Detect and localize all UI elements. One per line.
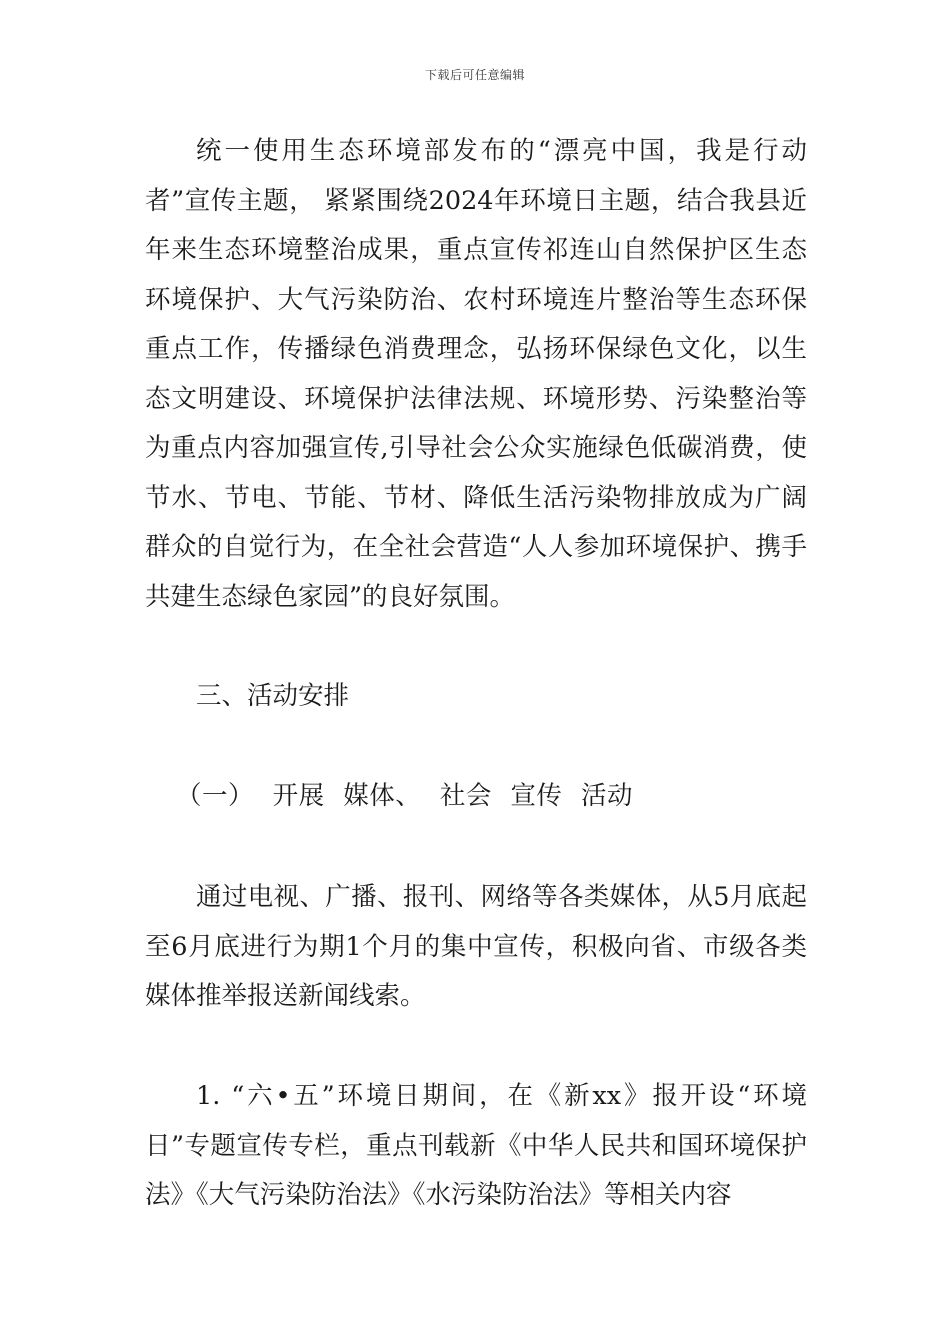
paragraph-media-publicity: 通过电视、广播、报刊、网络等各类媒体，从5月底起至6月底进行为期1个月的集中宣传，积极向省、市级各类媒体推举报送新闻线索。 — [145, 882, 807, 1011]
subsection-heading-media-campaign: （一） 开展 媒体、 社会 宣传 活动 — [176, 781, 634, 811]
paragraph-theme: 统一使用生态环境部发布的“漂亮中国，我是行动者”宣传主题， 紧紧围绕2024年环境日主题，结合我县近年来生态环境整治成果，重点宣传祁连山自然保护区生态环境保护、大气污染防治、农村环境连片整治等生态环保重点工作，传播绿色消费理念，弘扬环保绿色文化，以生态文明建设、环境保护法律法规、环境形势、污染整治等为重点内容加强宣传,引导社会公众实施绿色低碳消费，使节水、节电、节能、节材、降低生活污染物排放成为广阔群众的自觉行为，在全社会营造“人人参加环境保护、携手共建生态绿色家园”的良好氛围。 — [145, 136, 807, 612]
paragraph-environment-day-column: 1. “六•五”环境日期间，在《新xx》报开设“环境日”专题宣传专栏，重点刊载新《中华人民共和国环境保护法》《大气污染防治法》《水污染防治法》等相关内容 — [145, 1081, 807, 1210]
page-header-note: 下载后可任意编辑 — [424, 68, 525, 82]
section-heading-activity-arrangement: 三、活动安排 — [196, 681, 350, 711]
